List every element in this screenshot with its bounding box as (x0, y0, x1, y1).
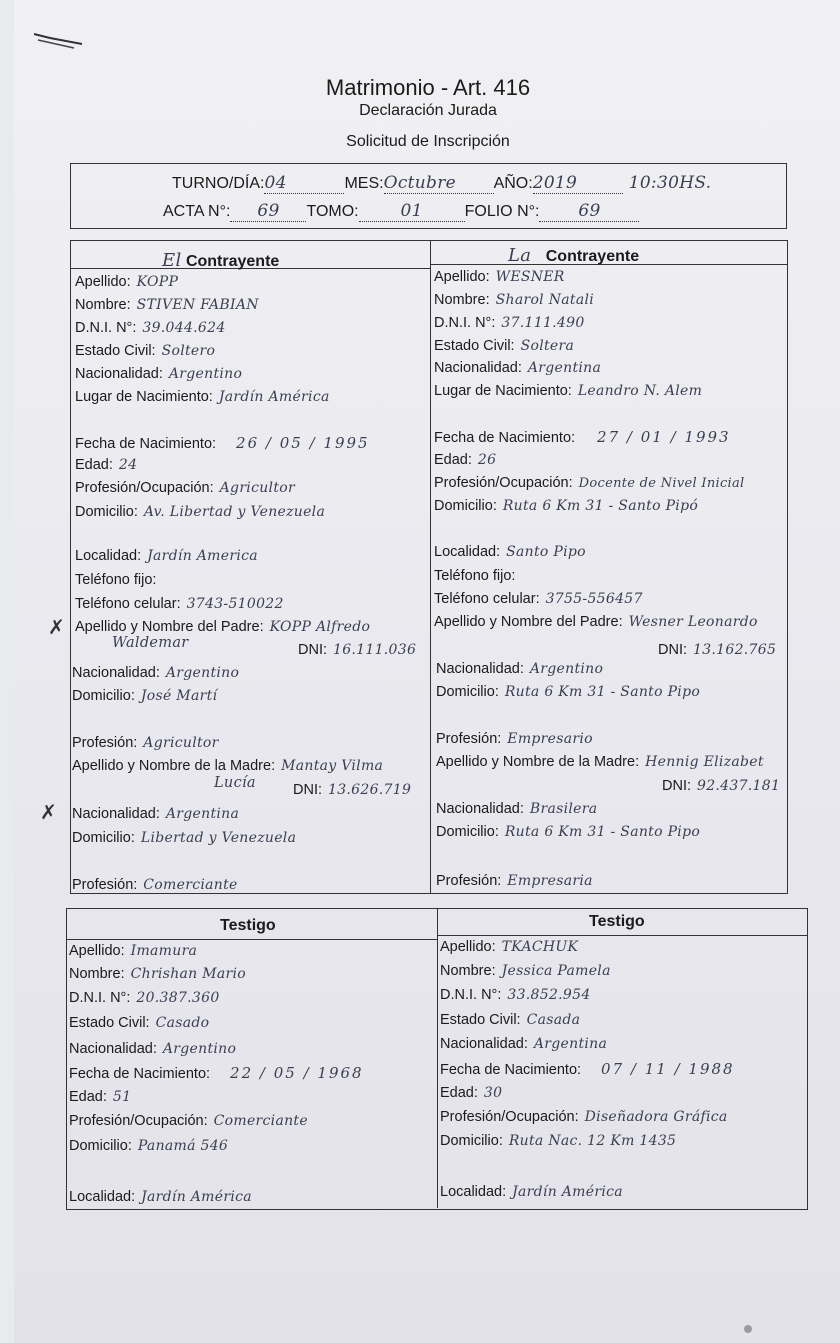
right-padre-nac-field: Nacionalidad: Argentino (436, 661, 604, 677)
right-apellido-field: Apellido: WESNER (434, 269, 565, 285)
right-dni-field: D.N.I. N°: 37.111.490 (434, 315, 585, 331)
left-localidad-field: Localidad: Jardín America (75, 548, 258, 564)
left-nombre-field: Nombre: STIVEN FABIAN (75, 297, 259, 313)
left-madre-dom-field: Domicilio: Libertad y Venezuela (72, 830, 297, 846)
registry-line-1: TURNO/DÍA:04 MES:Octubre AÑO:2019 10:30HS. (172, 173, 712, 193)
x-mark-icon: ✗ (40, 800, 57, 824)
right-fecha-nac-field: Fecha de Nacimiento: 27 / 01 / 1993 (434, 428, 731, 446)
document-subtitle: Declaración Jurada (359, 102, 497, 119)
right-tel-cel-field: Teléfono celular: 3755-556457 (434, 591, 643, 607)
right-lugar-nac-field: Lugar de Nacimiento: Leandro N. Alem (434, 383, 703, 399)
left-lugar-nac-field: Lugar de Nacimiento: Jardín América (75, 389, 330, 405)
left-padre-nac-field: Nacionalidad: Argentino (72, 665, 240, 681)
right-madre-dni-field: DNI: 92.437.181 (662, 778, 781, 794)
x-mark-icon: ✗ (48, 615, 65, 639)
acta-value: 69 (257, 201, 280, 221)
right-estado-civil-field: Estado Civil: Soltera (434, 338, 575, 354)
right-testigo-apellido: Apellido: TKACHUK (440, 939, 579, 955)
left-fecha-nac-field: Fecha de Nacimiento: 26 / 05 / 1995 (75, 434, 370, 452)
left-madre-nac-field: Nacionalidad: Argentina (72, 806, 240, 822)
left-testigo-localidad: Localidad: Jardín América (69, 1189, 252, 1205)
left-profesion-field: Profesión/Ocupación: Agricultor (75, 480, 295, 496)
left-testigo-heading: Testigo (220, 917, 276, 934)
left-nacionalidad-field: Nacionalidad: Argentino (75, 366, 243, 382)
turno-value: 04 (264, 173, 287, 193)
left-tel-fijo-field: Teléfono fijo: (75, 572, 157, 588)
left-madre-prof-field: Profesión: Comerciante (72, 877, 238, 893)
pen-mark-icon (30, 28, 90, 52)
left-padre-prof-field: Profesión: Agricultor (72, 735, 219, 751)
left-contrayente-heading: El Contrayente (162, 250, 280, 271)
left-testigo-dni: D.N.I. N°: 20.387.360 (69, 990, 220, 1006)
document-title: Matrimonio - Art. 416 (325, 75, 531, 100)
dot-mark (744, 1325, 752, 1333)
right-tel-fijo-field: Teléfono fijo: (434, 568, 516, 584)
left-testigo-estado-civil: Estado Civil: Casado (69, 1015, 210, 1031)
left-testigo-nacionalidad: Nacionalidad: Argentino (69, 1041, 237, 1057)
right-madre-nac-field: Nacionalidad: Brasilera (436, 801, 598, 817)
left-padre-dom-field: Domicilio: José Martí (72, 688, 218, 704)
right-testigo-edad: Edad: 30 (440, 1085, 503, 1101)
left-estado-civil-field: Estado Civil: Soltero (75, 343, 216, 359)
right-contrayente-heading: La Contrayente (508, 245, 640, 266)
right-testigo-heading: Testigo (589, 913, 645, 930)
left-madre-field: Apellido y Nombre de la Madre: Mantay Vilma (72, 758, 384, 774)
left-edad-field: Edad: 24 (75, 457, 138, 473)
left-madre-name-line2: Lucía (214, 775, 256, 791)
request-label: Solicitud de Inscripción (346, 133, 510, 150)
left-madre-dni-field: DNI: 13.626.719 (293, 782, 412, 798)
tomo-value: 01 (400, 201, 423, 221)
right-madre-field: Apellido y Nombre de la Madre: Hennig Elizabet (436, 754, 764, 770)
left-dni-field: D.N.I. N°: 39.044.624 (75, 320, 226, 336)
left-padre-field: Apellido y Nombre del Padre: KOPP Alfredo (75, 619, 371, 635)
right-testigo-nombre: Nombre: Jessica Pamela (440, 963, 611, 979)
left-domicilio-field: Domicilio: Av. Libertad y Venezuela (75, 504, 326, 520)
right-padre-prof-field: Profesión: Empresario (436, 731, 593, 747)
right-edad-field: Edad: 26 (434, 452, 497, 468)
right-padre-dni-field: DNI: 13.162.765 (658, 642, 777, 658)
right-padre-dom-field: Domicilio: Ruta 6 Km 31 - Santo Pipo (436, 684, 701, 700)
right-testigo-fecha-nac: Fecha de Nacimiento: 07 / 11 / 1988 (440, 1060, 735, 1078)
right-testigo-localidad: Localidad: Jardín América (440, 1184, 623, 1200)
left-padre-name-line2: Waldemar (112, 635, 189, 651)
left-apellido-field: Apellido: KOPP (75, 274, 179, 290)
hora-value: 10:30HS. (628, 173, 712, 193)
left-testigo-fecha-nac: Fecha de Nacimiento: 22 / 05 / 1968 (69, 1064, 364, 1082)
right-padre-field: Apellido y Nombre del Padre: Wesner Leonardo (434, 614, 758, 630)
right-testigo-nacionalidad: Nacionalidad: Argentina (440, 1036, 608, 1052)
left-padre-dni-field: DNI: 16.111.036 (298, 642, 417, 658)
right-madre-dom-field: Domicilio: Ruta 6 Km 31 - Santo Pipo (436, 824, 701, 840)
right-testigo-domicilio: Domicilio: Ruta Nac. 12 Km 1435 (440, 1133, 677, 1149)
left-testigo-nombre: Nombre: Chrishan Mario (69, 966, 247, 982)
left-testigo-edad: Edad: 51 (69, 1089, 132, 1105)
right-nombre-field: Nombre: Sharol Natali (434, 292, 595, 308)
right-testigo-estado-civil: Estado Civil: Casada (440, 1012, 581, 1028)
right-testigo-dni: D.N.I. N°: 33.852.954 (440, 987, 591, 1003)
right-localidad-field: Localidad: Santo Pipo (434, 544, 586, 560)
right-profesion-field: Profesión/Ocupación: Docente de Nivel Inicial (434, 475, 745, 491)
anio-value: 2019 (532, 173, 578, 193)
right-nacionalidad-field: Nacionalidad: Argentina (434, 360, 602, 376)
folio-value: 69 (578, 201, 601, 221)
left-testigo-domicilio: Domicilio: Panamá 546 (69, 1138, 229, 1154)
left-testigo-profesion: Profesión/Ocupación: Comerciante (69, 1113, 308, 1129)
right-testigo-profesion: Profesión/Ocupación: Diseñadora Gráfica (440, 1109, 728, 1125)
left-tel-cel-field: Teléfono celular: 3743-510022 (75, 596, 284, 612)
right-madre-prof-field: Profesión: Empresaria (436, 873, 593, 889)
left-testigo-apellido: Apellido: Imamura (69, 943, 198, 959)
registry-line-2: ACTA N°: 69 TOMO: 01 FOLIO N°: 69 (163, 201, 639, 222)
right-domicilio-field: Domicilio: Ruta 6 Km 31 - Santo Pipó (434, 498, 699, 514)
contrayentes-table (70, 240, 788, 894)
mes-value: Octubre (383, 173, 456, 193)
